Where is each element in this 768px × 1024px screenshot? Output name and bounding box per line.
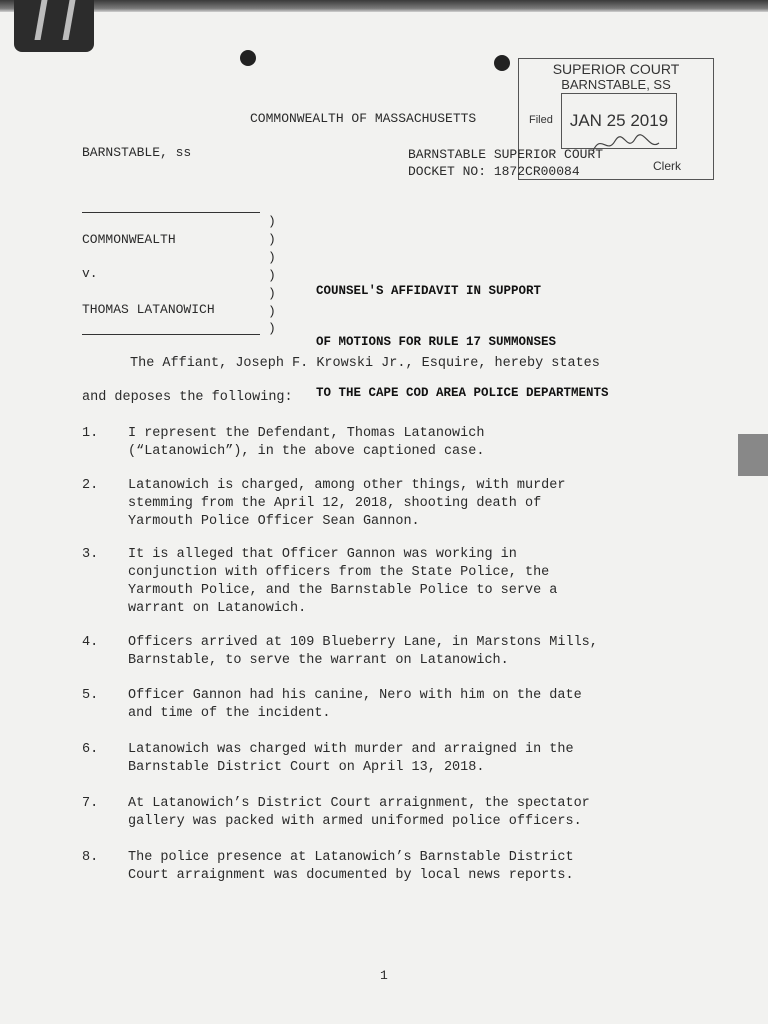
paragraph-text: Officer Gannon had his canine, Nero with him on the date and time of the incident. [128, 688, 582, 721]
stamp-filed-label: Filed [529, 114, 553, 126]
paragraph-text: Latanowich is charged, among other things, with murder stemming from the April 12, 2018, shooting death of Yarmouth Police Officer Sean Gannon. [128, 478, 566, 529]
stamp-clerk-label: Clerk [653, 159, 682, 173]
paragraph-number: 5. [82, 688, 99, 703]
caption-paren: ) [268, 232, 276, 247]
title-line: OF MOTIONS FOR RULE 17 SUMMONSES [316, 335, 557, 349]
paragraph-text: At Latanowich’s District Court arraignment, the spectator gallery was packed with armed uniformed police officers. [128, 796, 590, 829]
paragraph-number: 2. [82, 478, 99, 493]
paragraph-text: The police presence at Latanowich’s Barnstable District Court arraignment was documented by local news reports. [128, 850, 574, 883]
exhibit-tab [738, 434, 768, 476]
county-label: BARNSTABLE, ss [82, 145, 192, 160]
paragraph-text: It is alleged that Officer Gannon was working in conjunction with officers from the State Police, the Yarmouth Police, and the Barnstable Police to serve a warrant on Latanowich. [128, 547, 558, 616]
court-name: BARNSTABLE SUPERIOR COURT [408, 147, 604, 162]
paragraph-text: Officers arrived at 109 Blueberry Lane, in Marstons Mills, Barnstable, to serve the warrant on Latanowich. [128, 635, 598, 668]
caption-paren: ) [268, 286, 276, 301]
caption-defendant: THOMAS LATANOWICH [82, 302, 215, 317]
paragraph-number: 4. [82, 635, 99, 650]
caption-paren: ) [268, 214, 276, 229]
stamp-court: SUPERIOR COURT [552, 61, 680, 77]
caption-paren: ) [268, 268, 276, 283]
caption-bottom-rule [82, 334, 260, 335]
caption-paren: ) [268, 250, 276, 265]
document-title [316, 249, 609, 419]
paragraph-number: 8. [82, 850, 99, 865]
scan-top-edge [0, 0, 768, 12]
stamp-county: BARNSTABLE, SS [561, 77, 671, 92]
intro-line-2: and deposes the following: [82, 390, 293, 405]
caption-paren: ) [268, 304, 276, 319]
docket-number: DOCKET NO: 1872CR00084 [408, 164, 580, 179]
punch-hole-right [494, 55, 510, 71]
commonwealth-heading: COMMONWEALTH OF MASSACHUSETTS [250, 111, 477, 126]
paragraph-number: 3. [82, 547, 99, 562]
paragraph-number: 1. [82, 426, 99, 441]
punch-hole-left [240, 50, 256, 66]
paragraph-text: Latanowich was charged with murder and arraigned in the Barnstable District Court on April 13, 2018. [128, 742, 574, 775]
title-line: COUNSEL'S AFFIDAVIT IN SUPPORT [316, 284, 542, 298]
caption-paren: ) [268, 321, 276, 336]
binder-clip [14, 0, 94, 52]
intro-line-1: The Affiant, Joseph F. Krowski Jr., Esquire, hereby states [130, 356, 600, 371]
title-line: TO THE CAPE COD AREA POLICE DEPARTMENTS [316, 386, 609, 400]
caption-plaintiff: COMMONWEALTH [82, 232, 176, 247]
page-number: 1 [380, 968, 388, 983]
caption-top-rule [82, 212, 260, 213]
stamp-date: JAN 25 2019 [561, 93, 677, 149]
paragraph-number: 6. [82, 742, 99, 757]
paragraph-text: I represent the Defendant, Thomas Latanowich (“Latanowich”), in the above captioned case. [128, 426, 485, 459]
caption-versus: v. [82, 266, 98, 281]
paragraph-number: 7. [82, 796, 99, 811]
